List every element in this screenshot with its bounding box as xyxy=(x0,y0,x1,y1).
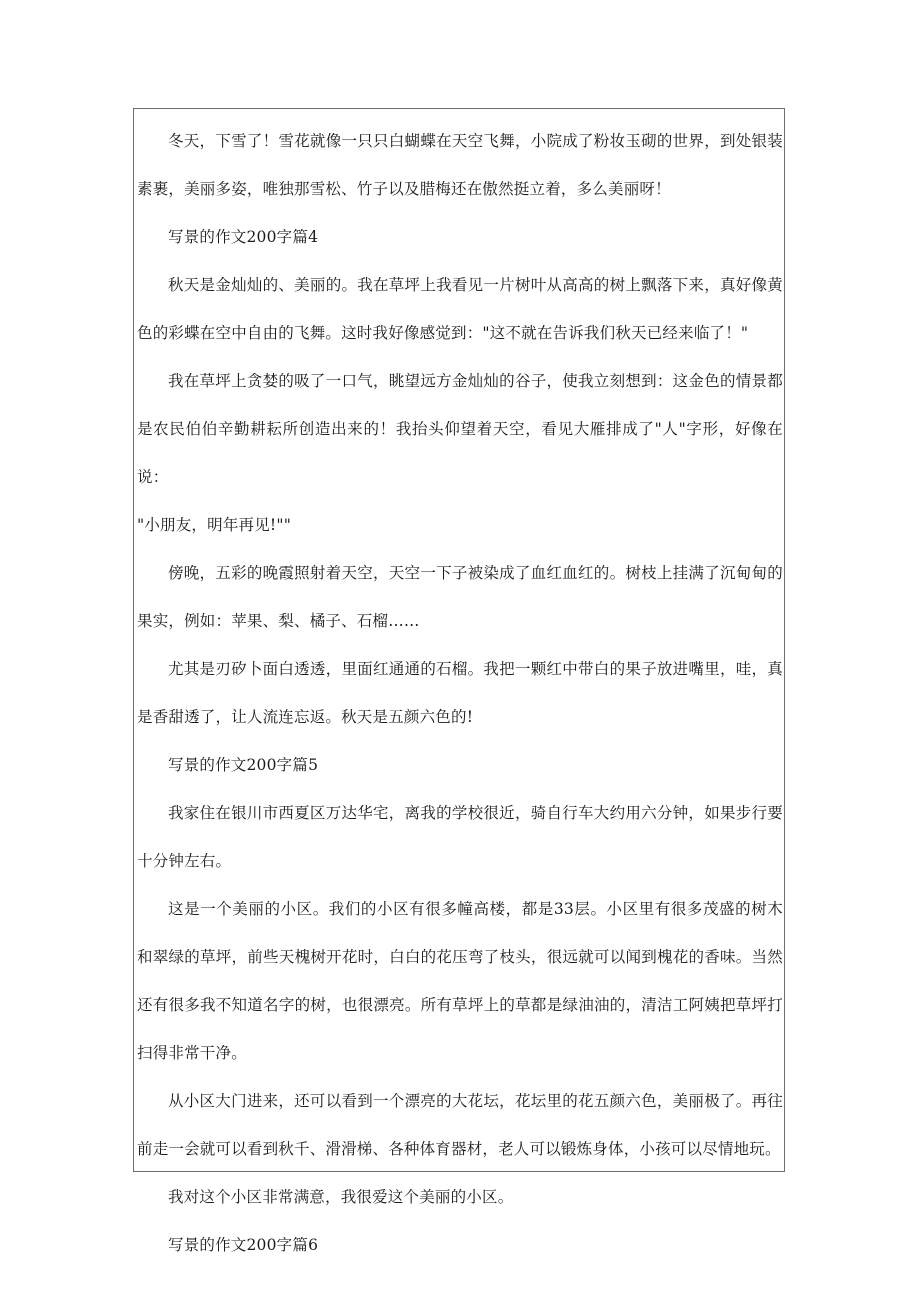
section-heading-4: 写景的作文200字篇4 xyxy=(168,228,319,246)
paragraph-flower-bed: 从小区大门进来，还可以看到一个漂亮的大花坛，花坛里的花五颜六色，美丽极了。再往前走一会就可以看到秋千、滑滑梯、各种体育器材，老人可以锻炼身体，小孩可以尽情地玩。 xyxy=(137,1092,783,1158)
paragraph-goodbye: "小朋友，明年再见!"" xyxy=(137,516,292,534)
document-body xyxy=(137,117,783,1269)
paragraph-winter: 冬天，下雪了！雪花就像一只只白蝴蝶在天空飞舞，小院成了粉妆玉砌的世界，到处银装素裹，美丽多姿，唯独那雪松、竹子以及腊梅还在傲然挺立着，多么美丽呀！ xyxy=(137,132,783,198)
paragraph-grain-geese: 我在草坪上贪婪的吸了一口气，眺望远方金灿灿的谷子，使我立刻想到：这金色的情景都是农民伯伯辛勤耕耘所创造出来的！我抬头仰望着天空，看见大雁排成了"人"字形，好像在说： xyxy=(137,372,783,486)
paragraph-evening-fruit: 傍晚，五彩的晚霞照射着天空，天空一下子被染成了血红血红的。树枝上挂满了沉甸甸的果实，例如：苹果、梨、橘子、石榴…… xyxy=(137,564,783,630)
paragraph-home-location: 我家住在银川市西夏区万达华宅，离我的学校很近，骑自行车大约用六分钟，如果步行要十分钟左右。 xyxy=(137,804,783,870)
paragraph-community-trees: 这是一个美丽的小区。我们的小区有很多幢高楼，都是33层。小区里有很多茂盛的树木和翠绿的草坪，前些天槐树开花时，白白的花压弯了枝头，很远就可以闻到槐花的香味。当然还有很多我不知道名字的树，也很漂亮。所有草坪上的草都是绿油油的，清洁工阿姨把草坪打扫得非常干净。 xyxy=(137,900,783,1062)
paragraph-pomegranate: 尤其是刃矽卜面白透透，里面红通通的石榴。我把一颗红中带白的果子放进嘴里，哇，真是香甜透了，让人流连忘返。秋天是五颜六色的! xyxy=(137,660,783,726)
section-heading-6: 写景的作文200字篇6 xyxy=(168,1236,319,1254)
section-heading-5: 写景的作文200字篇5 xyxy=(168,756,319,774)
paragraph-autumn-leaf: 秋天是金灿灿的、美丽的。我在草坪上我看见一片树叶从高高的树上飘落下来，真好像黄色的彩蝶在空中自由的飞舞。这时我好像感觉到："这不就在告诉我们秋天已经来临了！" xyxy=(137,276,783,342)
paragraph-satisfied: 我对这个小区非常满意，我很爱这个美丽的小区。 xyxy=(168,1188,514,1206)
